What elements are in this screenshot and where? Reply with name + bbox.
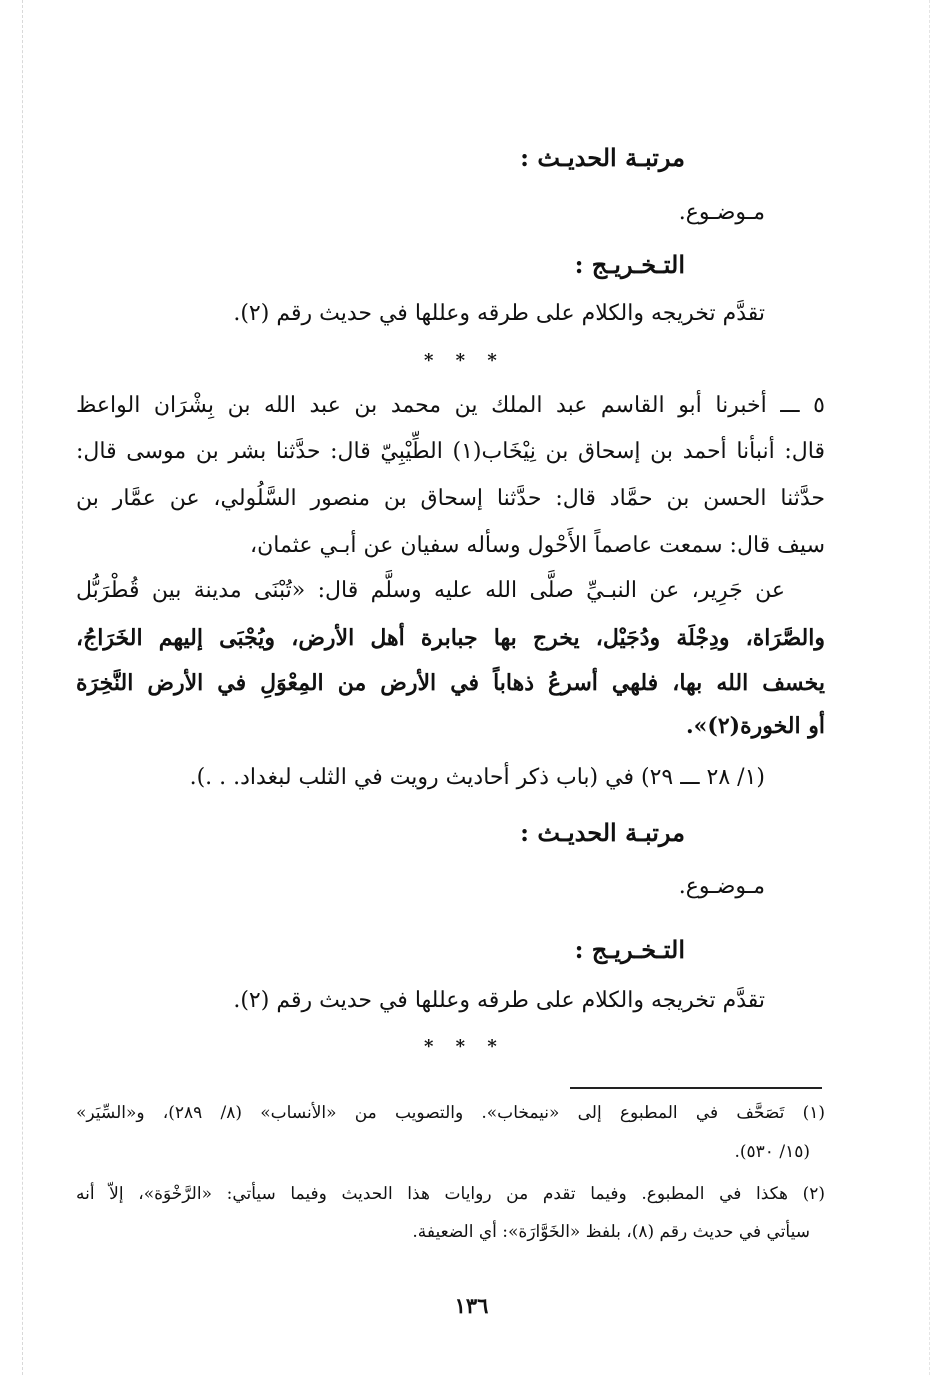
hadith-line-8: أو الخورة(٢)». (686, 713, 825, 739)
section-separator: * * * (424, 350, 505, 371)
page-edge-left (22, 0, 24, 1375)
takhrij-heading: التـخـريـج : (574, 250, 685, 279)
hadith-line-5: عن جَرِير، عن النبـيِّ صلَّى الله عليه وسلَّم قال: «تُبْنَى مدينة بين قُطْرَبُّل (76, 578, 785, 603)
hadith-line-6: والصَّرَاة، ودِجْلَة ودُجَيْل، يخرج بها جبابرة أهل الأرض، ويُجْبَى إليهم الخَرَاجُ، (76, 625, 826, 651)
takhrij-heading-2: التـخـريـج : (574, 935, 685, 964)
hadith-line-1: ٥ ـــ أخبرنا أبو القاسم عبد الملك ين محمد بن عبد الله بن بِشْرَان الواعظ (76, 393, 825, 418)
footnote-2-line-1: (٢) هكذا في المطبوع. وفيما تقدم من روايات هذا الحديث وفيما سيأتي: «الرَّخْوَة»، إلاّ أنه (76, 1184, 825, 1204)
hadith-rank-heading: مرتبـة الحديـث : (520, 143, 685, 172)
hadith-rank-heading-2: مرتبـة الحديـث : (520, 818, 685, 847)
footnote-1-line-1: (١) تَصَحَّف في المطبوع إلى «نيمخاب». والتصويب من «الأنساب» (٨/ ٢٨٩)، و«السِّيَر» (76, 1103, 825, 1123)
hadith-rank-value-2: مـوضـوع. (678, 874, 765, 899)
footnote-rule (570, 1087, 822, 1089)
footnote-2-line-2: سيأتي في حديث رقم (٨)، بلفظ «الخَوَّارَة»: أي الضعيفة. (412, 1222, 810, 1242)
hadith-line-7: يخسف الله بها، فلهي أسرعُ ذهاباً في الأرض من المِعْوَلِ في الأرض النَّخِرَة (76, 670, 825, 696)
hadith-line-2: قال: أنبأنا أحمد بن إسحاق بن نِيْخَاب(١) الطِّيْبِيّ قال: حدَّثنا بشر بن موسى قال: (76, 439, 825, 464)
section-separator-2: * * * (424, 1036, 505, 1057)
hadith-line-3: حدَّثنا الحسن بن حمَّاد قال: حدَّثنا إسحاق بن منصور السَّلُولي، عن عمَّار بن (76, 486, 825, 511)
page-number: ١٣٦ (454, 1293, 489, 1318)
page-edge-right (929, 0, 931, 1375)
hadith-line-4: سيف قال: سمعت عاصماً الأَحْول وسأله سفيان عن أبـي عثمان، (250, 533, 825, 558)
hadith-source: (١/ ٢٨ ـــ ٢٩) في (باب ذكر أحاديث رويت في الثلب لبغداد. . .). (189, 765, 765, 790)
footnote-1-line-2: (١٥/ ٥٣٠). (734, 1142, 810, 1162)
takhrij-text-2: تقدَّم تخريجه والكلام على طرقه وعللها في حديث رقم (٢). (233, 988, 765, 1013)
hadith-rank-value: مـوضـوع. (678, 200, 765, 225)
takhrij-text: تقدَّم تخريجه والكلام على طرقه وعللها في حديث رقم (٢). (233, 301, 765, 326)
